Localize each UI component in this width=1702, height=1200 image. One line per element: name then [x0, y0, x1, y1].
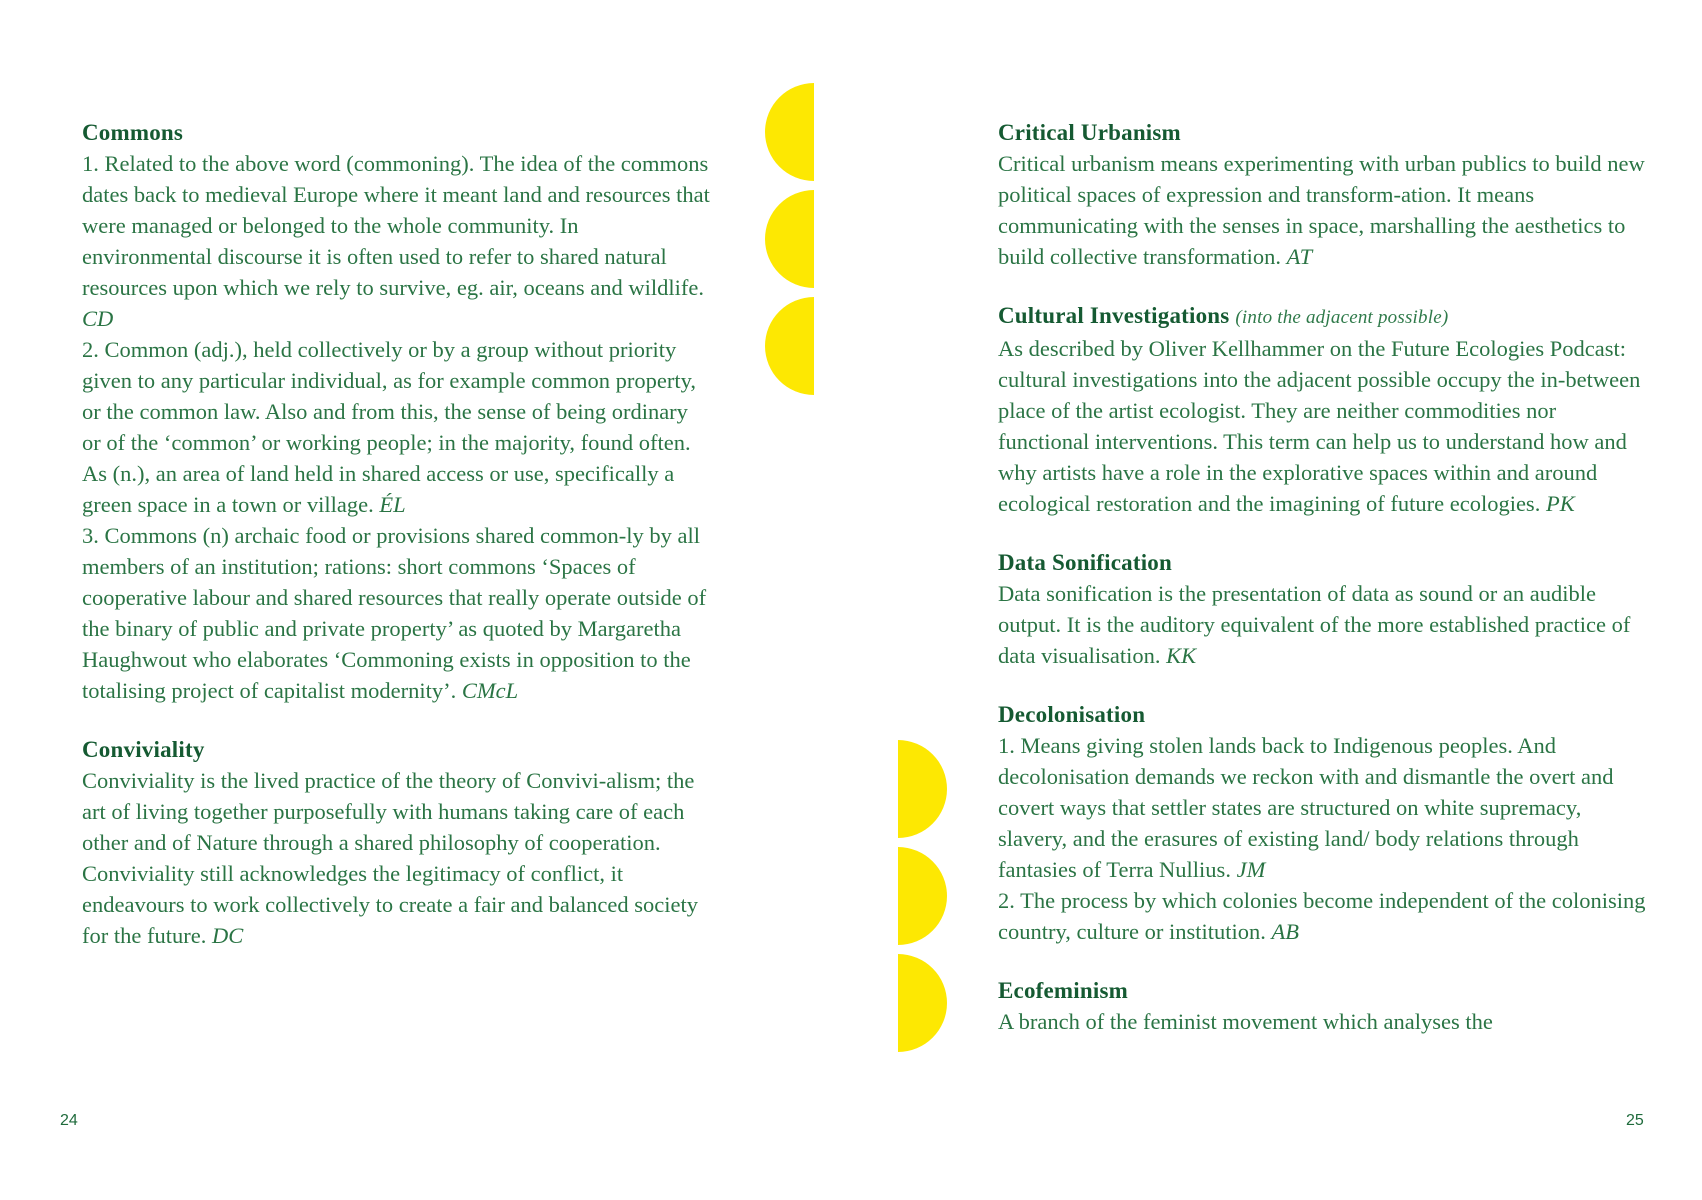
author-initials: KK: [1166, 643, 1197, 668]
definition-text: Data sonification is the presentation of data as sound or an audible output. It is the auditory equivalent of the more established practice of data visualisation.: [998, 581, 1631, 668]
definition-paragraph: [998, 578, 1648, 671]
term-heading: Conviviality: [82, 737, 205, 762]
definition-paragraph: [82, 334, 712, 520]
entry-critical-urbanism: [998, 117, 1648, 272]
definition-paragraph: [82, 148, 712, 334]
definition-paragraph: [82, 765, 712, 951]
definition-paragraph: [998, 730, 1648, 885]
definition-text: 3. Commons (n) archaic food or provisions shared common-ly by all members of an institution; rations: short commons ‘Spaces of cooperative labour and shared resources that really operate outside of the binary of public and private property’ as quoted by Margaretha Haughwout who elaborates ‘Commoning exists in opposition to the totalising project of capitalist modernity’.: [82, 523, 707, 703]
author-initials: CMcL: [461, 678, 519, 703]
right-column: [998, 117, 1648, 1065]
entry-decolonisation: [998, 699, 1648, 947]
left-column: [82, 117, 712, 979]
definition-text: 2. Common (adj.), held collectively or by a group without priority given to any particular individual, as for example common property, or the common law. Also and from this, the sense of being ordinary or of the ‘common’ or working people; in the majority, found often. As (n.), an area of land held in shared access or use, specifically a green space in a town or village.: [82, 337, 696, 517]
term-heading: Commons: [82, 120, 184, 145]
definition-text: 1. Related to the above word (commoning). The idea of the commons dates back to medieval Europe where it meant land and resources that were managed or belonged to the whole community. In environmental discourse it is often used to refer to shared natural resources upon which we rely to survive, eg. air, oceans and wildlife.: [82, 151, 710, 300]
definition-paragraph: [998, 885, 1648, 947]
term-heading: Data Sonification: [998, 550, 1172, 575]
definition-text: Critical urbanism means experimenting with urban publics to build new political spaces of expression and transform-ation. It means communicating with the senses in space, marshalling the aesthetics to build collective transformation.: [998, 151, 1645, 269]
author-initials: AB: [1271, 919, 1299, 944]
entry-conviviality: [82, 734, 712, 951]
right-page: [851, 0, 1702, 1200]
definition-paragraph: [998, 148, 1648, 272]
entry-commons: [82, 117, 712, 706]
term-heading: Ecofeminism: [998, 978, 1128, 1003]
definition-text: A branch of the feminist movement which analyses the: [998, 1009, 1493, 1034]
entry-ecofeminism: [998, 975, 1648, 1037]
page-number: 24: [60, 1112, 78, 1129]
term-heading: [998, 300, 1648, 333]
author-initials: CD: [82, 306, 114, 331]
definition-paragraph: [998, 333, 1648, 519]
author-initials: DC: [211, 923, 244, 948]
term-heading: Critical Urbanism: [998, 120, 1181, 145]
author-initials: ÉL: [379, 492, 406, 517]
definition-text: 2. The process by which colonies become independent of the colonising country, culture or institution.: [998, 888, 1646, 944]
term-text: Cultural Investigations: [998, 303, 1230, 328]
entry-cultural-investigations: [998, 300, 1648, 519]
definition-paragraph: [82, 520, 712, 706]
page-number: 25: [1626, 1112, 1644, 1129]
definition-text: As described by Oliver Kellhammer on the Future Ecologies Podcast: cultural investigations into the adjacent possible occupy the in-between place of the artist ecologist. They are neither commodities nor functional interventions. This term can help us to understand how and why artists have a role in the explorative spaces within and around ecological restoration and the imagining of future ecologies.: [998, 336, 1641, 516]
term-note: (into the adjacent possible): [1235, 307, 1449, 328]
entry-data-sonification: [998, 547, 1648, 671]
definition-text: 1. Means giving stolen lands back to Indigenous peoples. And decolonisation demands we reckon with and dismantle the overt and covert ways that settler states are structured on white supremacy, slavery, and the erasures of existing land/ body relations through fantasies of Terra Nullius.: [998, 733, 1614, 882]
author-initials: JM: [1236, 857, 1266, 882]
author-initials: PK: [1545, 491, 1575, 516]
definition-text: Conviviality is the lived practice of the theory of Convivi-alism; the art of living together purposefully with humans taking care of each other and of Nature through a shared philosophy of cooperation. Conviviality still acknowledges the legitimacy of conflict, it endeavours to work collectively to create a fair and balanced society for the future.: [82, 768, 698, 948]
author-initials: AT: [1286, 244, 1313, 269]
term-heading: Decolonisation: [998, 702, 1146, 727]
definition-paragraph: [998, 1006, 1648, 1037]
